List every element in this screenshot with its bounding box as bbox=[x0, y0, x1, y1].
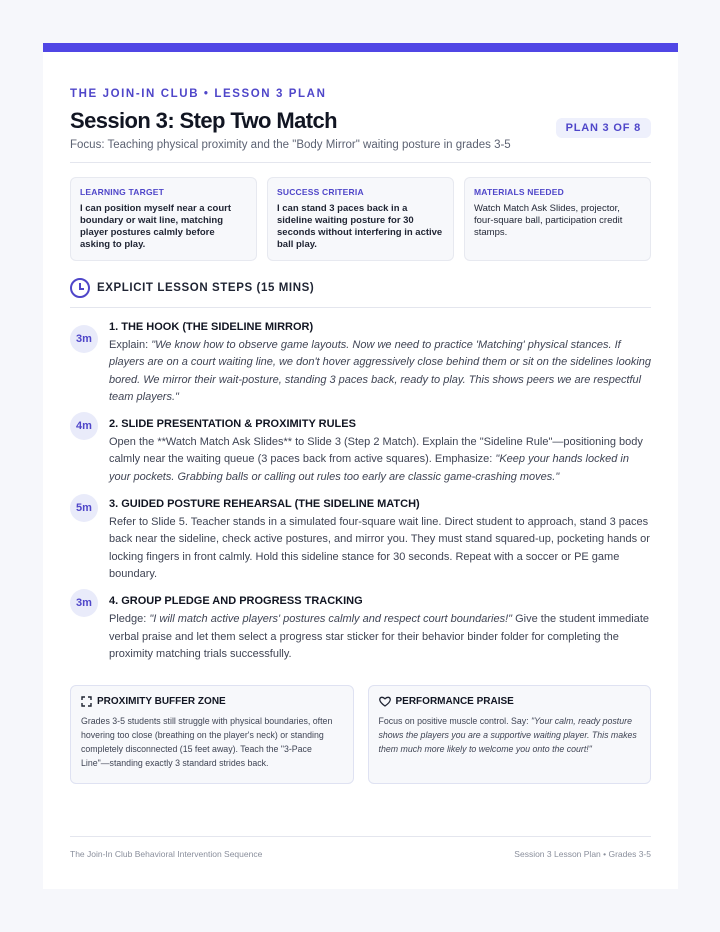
eyebrow: THE JOIN-IN CLUB • LESSON 3 PLAN bbox=[70, 88, 327, 100]
step-duration-badge: 3m bbox=[70, 589, 98, 617]
summary-cards bbox=[70, 177, 651, 261]
lesson-step-4 bbox=[70, 595, 651, 663]
heart-icon bbox=[379, 696, 391, 707]
step-body bbox=[109, 337, 651, 406]
step-body bbox=[109, 434, 651, 486]
step-duration-badge: 3m bbox=[70, 325, 98, 353]
step-text: Pledge: bbox=[109, 613, 150, 626]
plan-badge: PLAN 3 OF 8 bbox=[556, 118, 651, 138]
step-text-tail: Give the student immediate verbal praise and let them select a progress star sticker for their behavior binder folder for completing the proximity matching trials successfully. bbox=[109, 613, 650, 660]
step-body bbox=[109, 611, 651, 663]
step-title: 1. THE HOOK (THE SIDELINE MIRROR) bbox=[109, 321, 314, 333]
divider bbox=[70, 162, 651, 163]
step-body bbox=[109, 514, 651, 583]
step-title: 2. SLIDE PRESENTATION & PROXIMITY RULES bbox=[109, 418, 356, 431]
steps-header bbox=[70, 278, 651, 298]
expand-icon bbox=[81, 696, 92, 707]
lesson-step-2 bbox=[70, 418, 651, 486]
lesson-step-3 bbox=[70, 498, 651, 583]
proximity-buffer-callout bbox=[70, 685, 354, 784]
step-title: 3. GUIDED POSTURE REHEARSAL (THE SIDELINE MATCH) bbox=[109, 498, 420, 511]
steps-title: EXPLICIT LESSON STEPS (15 MINS) bbox=[97, 282, 315, 294]
card-label: LEARNING TARGET bbox=[80, 187, 165, 197]
card-body: I can position myself near a court boundary or wait line, matching player postures calmly before asking to play. bbox=[80, 203, 231, 250]
materials-card bbox=[464, 177, 651, 261]
footer-right: Session 3 Lesson Plan • Grades 3-5 bbox=[514, 849, 651, 859]
card-label: MATERIALS NEEDED bbox=[474, 187, 564, 197]
step-quote: "Keep your hands locked in your pockets. Grabbing balls or calling out rules too early are classic game-crashing moves." bbox=[109, 453, 629, 483]
page-title: Session 3: Step Two Match bbox=[70, 108, 337, 133]
step-text: Refer to Slide 5. Teacher stands in a simulated four-square wait line. Direct student to approach, stand 3 paces back near the sideline, check active postures, and mirror you. They must stand squared-up, pocketing hands or locking fingers in front calmly. Hold this sideline stance for 30 seconds. Repeat with a soccer or PE game boundary. bbox=[109, 516, 650, 580]
step-duration-badge: 4m bbox=[70, 412, 98, 440]
footer-left: The Join-In Club Behavioral Intervention Sequence bbox=[70, 849, 263, 859]
callout-body bbox=[379, 714, 641, 756]
card-label: SUCCESS CRITERIA bbox=[277, 187, 364, 197]
callout-header bbox=[81, 696, 343, 707]
step-text: Explain: bbox=[109, 339, 152, 351]
callout-quote: "Your calm, ready posture shows the players you are a supportive waiting player. This makes them much more likely to welcome you onto the court!" bbox=[378, 716, 637, 755]
step-duration-badge: 5m bbox=[70, 494, 98, 522]
step-quote: "We know how to observe game layouts. Now we need to practice 'Matching' physical stances. If players are on a court waiting line, we don't hover aggressively close behind them or sit on the sidelines looking bored. We mirror their wait-posture, standing 3 paces back, ready to play. This shows peers we are respectful team players." bbox=[109, 339, 652, 403]
learning-target-card bbox=[70, 177, 257, 261]
callout-body: Grades 3-5 students still struggle with physical boundaries, often hovering too close (breathing on the player's neck) or standing completely disconnected (15 feet away). Teach the "3-Pace Line"—standing exactly 3 standard strides back. bbox=[81, 716, 333, 769]
focus-line: Focus: Teaching physical proximity and the "Body Mirror" waiting posture in grades 3-5 bbox=[70, 139, 511, 151]
callout-row bbox=[70, 685, 651, 784]
success-criteria-card bbox=[267, 177, 454, 261]
callout-header bbox=[379, 696, 641, 707]
card-body: Watch Match Ask Slides, projector, four-square ball, participation credit stamps. bbox=[474, 203, 623, 238]
performance-praise-callout bbox=[368, 685, 652, 784]
divider bbox=[70, 307, 651, 308]
lesson-plan-page bbox=[43, 43, 678, 889]
page-footer bbox=[70, 836, 651, 859]
lesson-step-1 bbox=[70, 321, 651, 406]
card-body: I can stand 3 paces back in a sideline waiting posture for 30 seconds without interfering in active ball play. bbox=[277, 203, 443, 250]
step-title: 4. GROUP PLEDGE AND PROGRESS TRACKING bbox=[109, 595, 363, 608]
callout-title: PROXIMITY BUFFER ZONE bbox=[97, 696, 226, 708]
clock-icon bbox=[70, 278, 90, 298]
step-text: Open the **Watch Match Ask Slides** to Slide 3 (Step 2 Match). Explain the "Sideline Rule"—positioning body calmly near the waiting queue (3 paces back from active squares). Emphasize: bbox=[109, 436, 643, 466]
step-quote: "I will match active players' postures calmly and respect court boundaries!" bbox=[149, 613, 513, 626]
callout-text: Focus on positive muscle control. Say: bbox=[378, 716, 532, 727]
accent-bar bbox=[43, 43, 678, 52]
callout-title: PERFORMANCE PRAISE bbox=[395, 696, 514, 708]
